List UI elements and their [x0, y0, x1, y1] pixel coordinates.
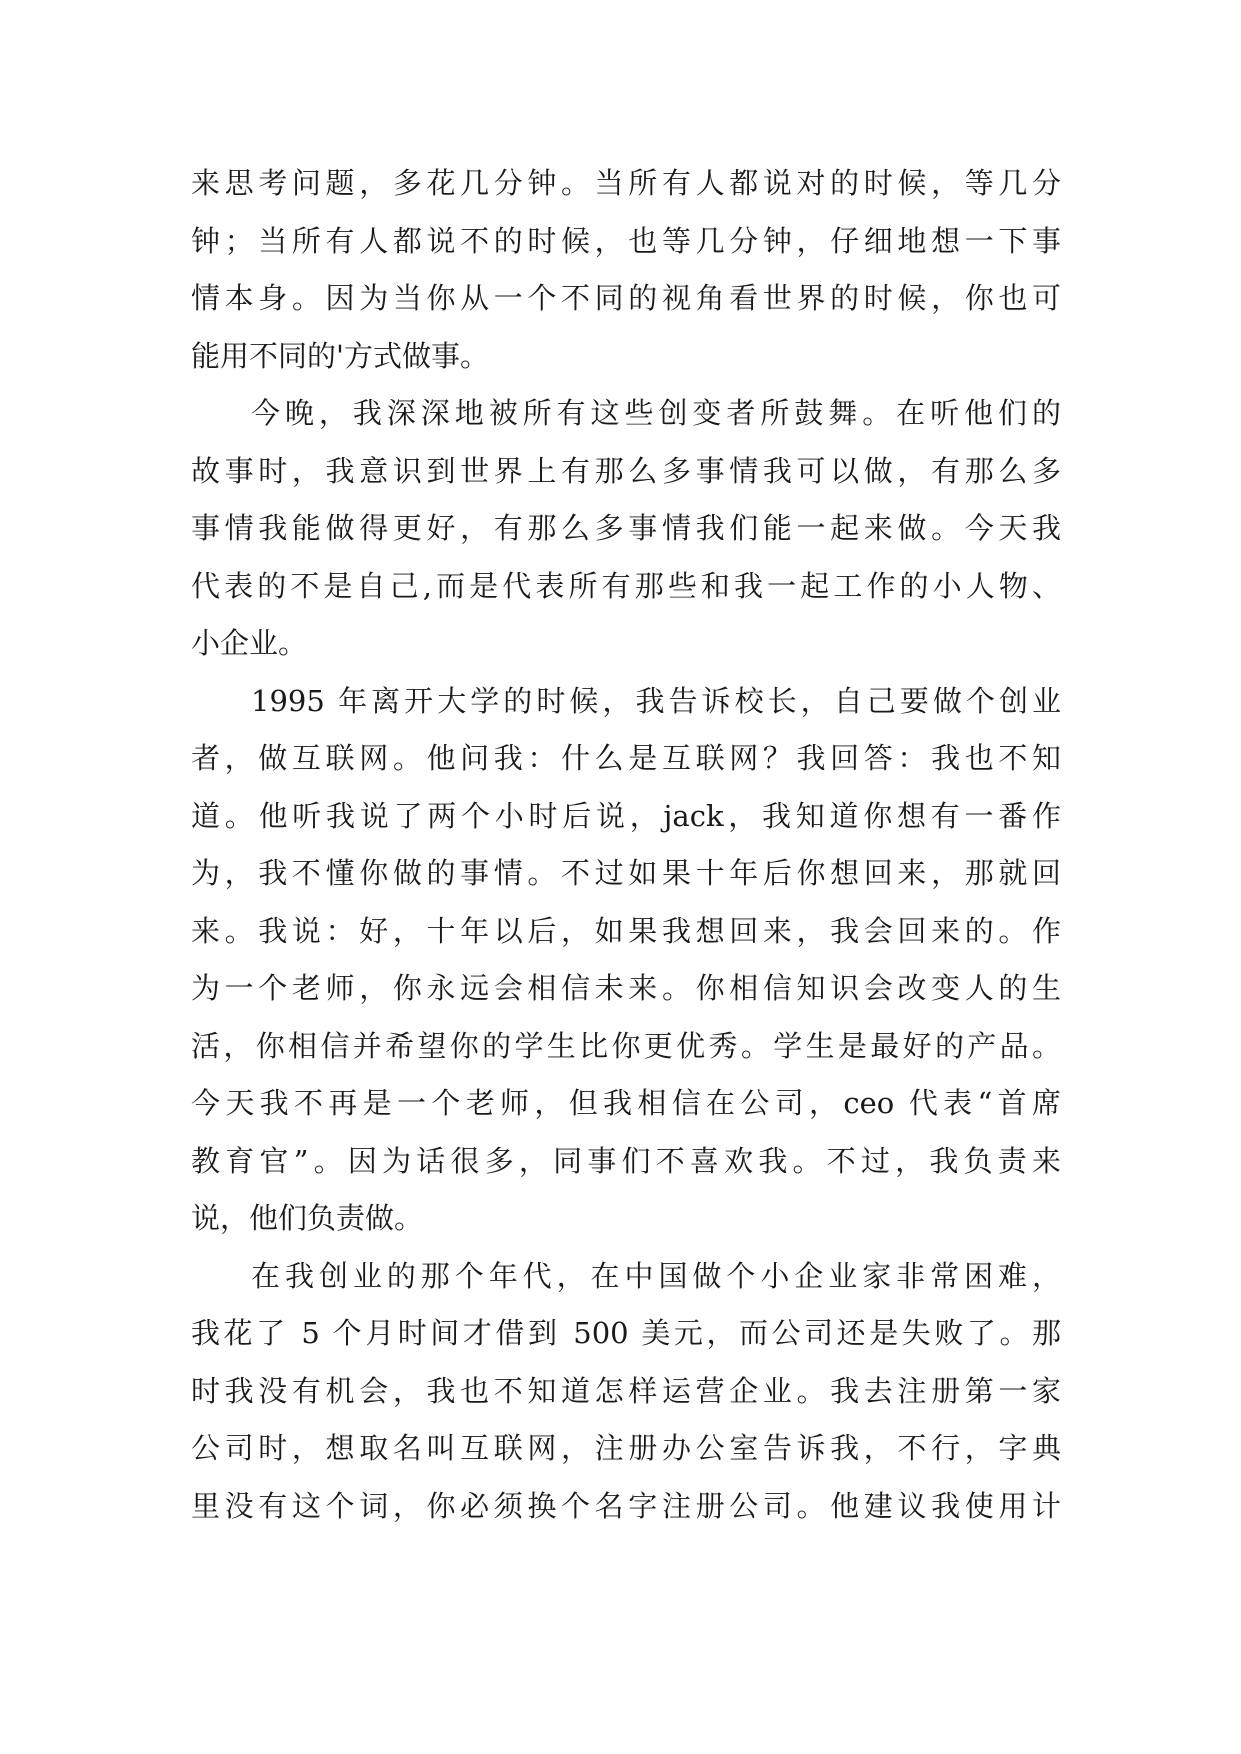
text-line: 1995 年离开大学的时候，我告诉校长，自己要做个创业 [251, 683, 1061, 718]
text-line: 能用不同的'方式做事。 [191, 338, 489, 373]
text-line: 里没有这个词，你必须换个名字注册公司。他建议我使用计 [191, 1488, 1061, 1523]
text-line: 来思考问题，多花几分钟。当所有人都说对的时候，等几分 [191, 166, 1061, 200]
text-line: 故事时，我意识到世界上有那么多事情我可以做，有那么多 [191, 453, 1061, 488]
text-line: 者，做互联网。他问我：什么是互联网？我回答：我也不知 [191, 741, 1061, 775]
text-line: 今天我不再是一个老师，但我相信在公司，ceo 代表“首席 [191, 1086, 1061, 1120]
text-line: 活，你相信并希望你的学生比你更优秀。学生是最好的产品。 [191, 1028, 1061, 1063]
text-line: 为，我不懂你做的事情。不过如果十年后你想回来，那就回 [191, 856, 1061, 890]
text-line: 小企业。 [191, 626, 308, 660]
paragraph [191, 155, 1061, 385]
text-line: 事情我能做得更好，有那么多事情我们能一起来做。今天我 [191, 511, 1061, 545]
text-line: 今晚，我深深地被所有这些创变者所鼓舞。在听他们的 [251, 396, 1061, 430]
text-line: 我花了 5 个月时间才借到 500 美元，而公司还是失败了。那 [191, 1316, 1061, 1350]
text-line: 钟；当所有人都说不的时候，也等几分钟，仔细地想一下事 [191, 223, 1061, 258]
body-text [191, 155, 1061, 1535]
paragraph [191, 673, 1061, 1248]
text-line: 代表的不是自己,而是代表所有那些和我一起工作的小人物、 [191, 568, 1061, 603]
text-line: 公司时，想取名叫互联网，注册办公室告诉我，不行，字典 [191, 1431, 1061, 1465]
text-line: 情本身。因为当你从一个不同的视角看世界的时候，你也可 [191, 281, 1061, 315]
text-line: 为一个老师，你永远会相信未来。你相信知识会改变人的生 [191, 971, 1061, 1005]
text-line: 来。我说：好，十年以后，如果我想回来，我会回来的。作 [191, 913, 1061, 948]
text-line: 教育官”。因为话很多，同事们不喜欢我。不过，我负责来 [191, 1143, 1061, 1178]
text-line: 说，他们负责做。 [191, 1201, 424, 1235]
paragraph [191, 1248, 1061, 1536]
paragraph [191, 385, 1061, 673]
text-line: 时我没有机会，我也不知道怎样运营企业。我去注册第一家 [191, 1373, 1061, 1408]
text-line: 在我创业的那个年代，在中国做个小企业家非常困难， [251, 1258, 1061, 1293]
text-line: 道。他听我说了两个小时后说，jack，我知道你想有一番作 [191, 798, 1061, 833]
